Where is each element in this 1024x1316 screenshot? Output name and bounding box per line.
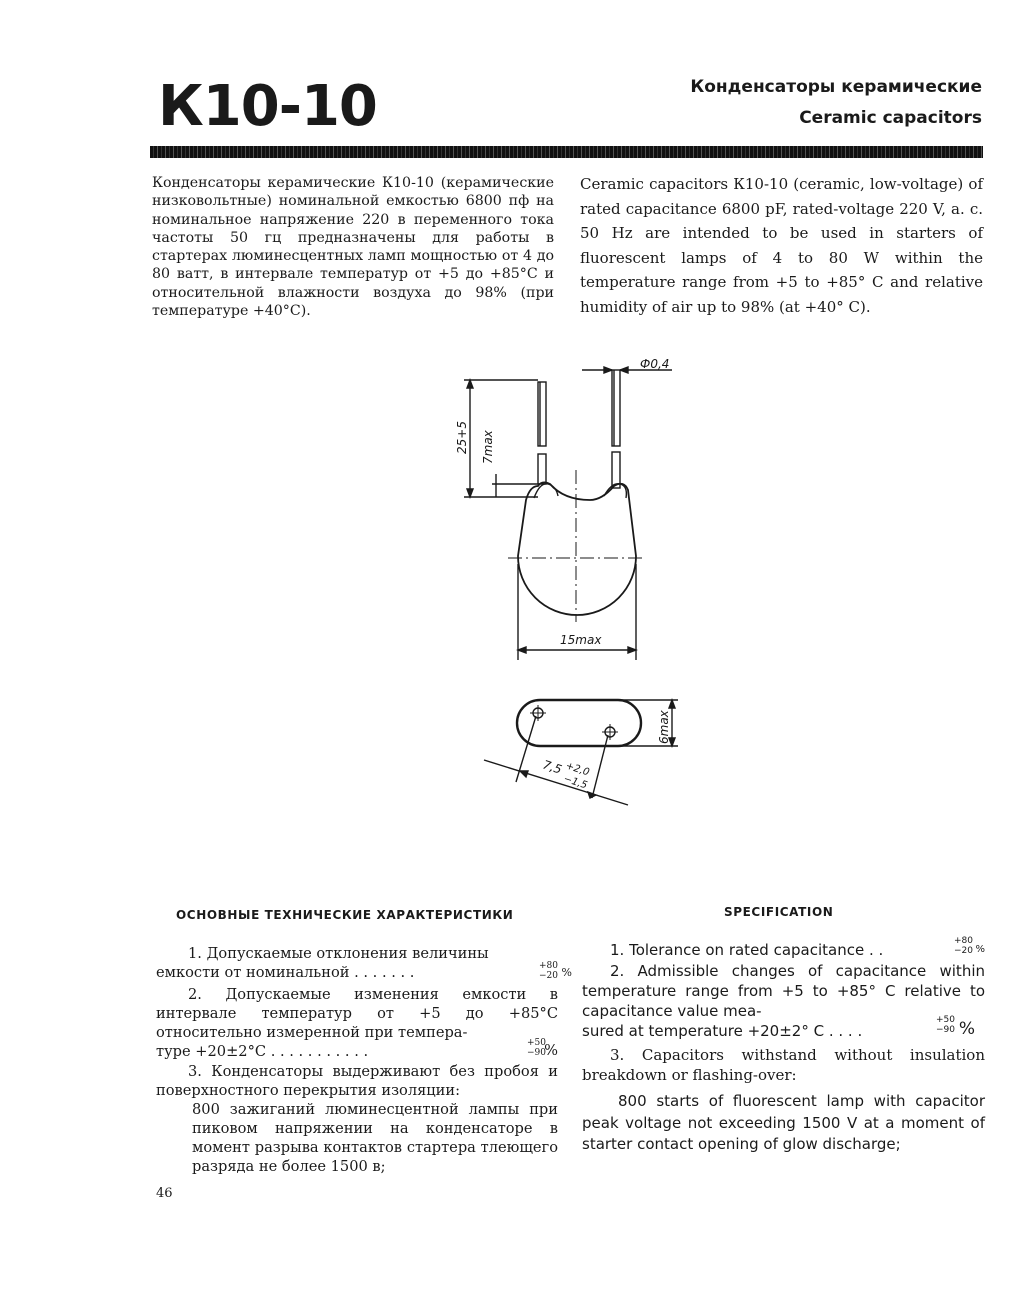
spec-en-item1-tolerance	[954, 936, 973, 956]
header-rule	[150, 146, 983, 158]
tol-up: +80	[539, 961, 558, 971]
spec-ru-item3: 3. Конденсаторы выдерживают без пробоя и поверхностного перекрытия изоляции:	[156, 1063, 558, 1099]
intro-paragraph-ru: Конденсаторы керамические К10-10 (керамические низковольтные) номинальной емкостью 6800 пф на номинальное напряжение 220 в переменного тока частоты 50 гц предназначены для работы в стартерах люминесцентных ламп мощностью от 4 до 80 ватт, в интервале температур от +5 до +85°С и относительной влажности воздуха до 98% (при температуре +40°С).	[152, 175, 554, 320]
spec-ru-item1-line1: 1. Допускаемые отклонения величины	[188, 945, 489, 962]
tol-down: −90	[527, 1048, 546, 1058]
page-number: 46	[156, 1186, 173, 1201]
tol-down: −20	[954, 946, 973, 956]
tol-up: +50	[527, 1038, 546, 1048]
seat-height-label: 7max	[481, 430, 495, 464]
percent-sign: %	[975, 944, 985, 955]
lead-diameter-label: Ф0,4	[640, 357, 670, 371]
lead-pitch-lower-tolerance: −1,5	[562, 773, 589, 792]
spec-ru-item1-tolerance	[539, 961, 558, 981]
tol-up: +50	[936, 1015, 955, 1025]
spec-en-item2-line1: 2. Admissible changes of capacitance within temperature range from +5 to +85° C relative to capacitance value mea-	[582, 962, 985, 1020]
body-width-label: 15max	[560, 633, 602, 647]
spec-list-en	[582, 936, 985, 1156]
spec-heading-en: SPECIFICATION	[724, 905, 834, 919]
spec-ru-item3-detail: 800 зажиганий люминесцентной лампы при пиковом напряжении на конденсаторе в момент разрыва контактов стартера тлеющего разряда не более 1500 в;	[192, 1101, 558, 1175]
lead-length-label: 25+5	[455, 421, 469, 454]
capacitor-drawing	[440, 350, 690, 820]
spec-en-item3: 3. Capacitors withstand without insulation breakdown or flashing-over:	[582, 1046, 985, 1084]
tol-up: +80	[954, 936, 973, 946]
spec-list-ru	[156, 944, 572, 1176]
header-subtitle-ru: Конденсаторы керамические	[690, 77, 982, 97]
lead-pitch-label: 7,5	[541, 757, 564, 777]
spec-heading-ru: ОСНОВНЫЕ ТЕХНИЧЕСКИЕ ХАРАКТЕРИСТИКИ	[176, 908, 514, 922]
tol-down: −90	[936, 1025, 955, 1035]
body-thickness-label: 6max	[657, 710, 671, 744]
percent-sign: %	[544, 1042, 558, 1059]
intro-paragraph-en: Ceramic capacitors К10-10 (ceramic, low-voltage) of rated capacitance 6800 pF, rated-voltage 220 V, a. c. 50 Hz are intended to be used in starters of fluorescent lamps of 4 to 80 W within the temperature range from +5 to +85° C and relative humidity of air up to 98% (at +40° C).	[580, 175, 983, 316]
spec-en-item2-line2: sured at temperature +20±2° C . . . .	[582, 1022, 863, 1040]
lead-pitch-upper-tolerance: +2,0	[564, 760, 591, 779]
spec-ru-item2-line2: туре +20±2°С . . . . . . . . . . .	[156, 1043, 369, 1060]
spec-en-item2-tolerance	[936, 1015, 955, 1035]
spec-ru-item2-line1: 2. Допускаемые изменения емкости в интервале температур от +5 до +85°С относительно измеренной при темпера-	[156, 986, 558, 1041]
document-title: К10-10	[158, 74, 377, 139]
percent-sign: %	[561, 966, 572, 979]
tol-down: −20	[539, 971, 558, 981]
percent-sign: %	[958, 1019, 975, 1039]
spec-ru-item1-line2: емкости от номинальной . . . . . . .	[156, 964, 415, 981]
spec-en-item3-detail: 800 starts of fluorescent lamp with capacitor peak voltage not exceeding 1500 V at a moment of starter contact opening of glow discharge;	[582, 1092, 985, 1153]
header-subtitle-en: Ceramic capacitors	[799, 108, 982, 128]
spec-en-item1: 1. Tolerance on rated capacitance . .	[610, 941, 884, 959]
